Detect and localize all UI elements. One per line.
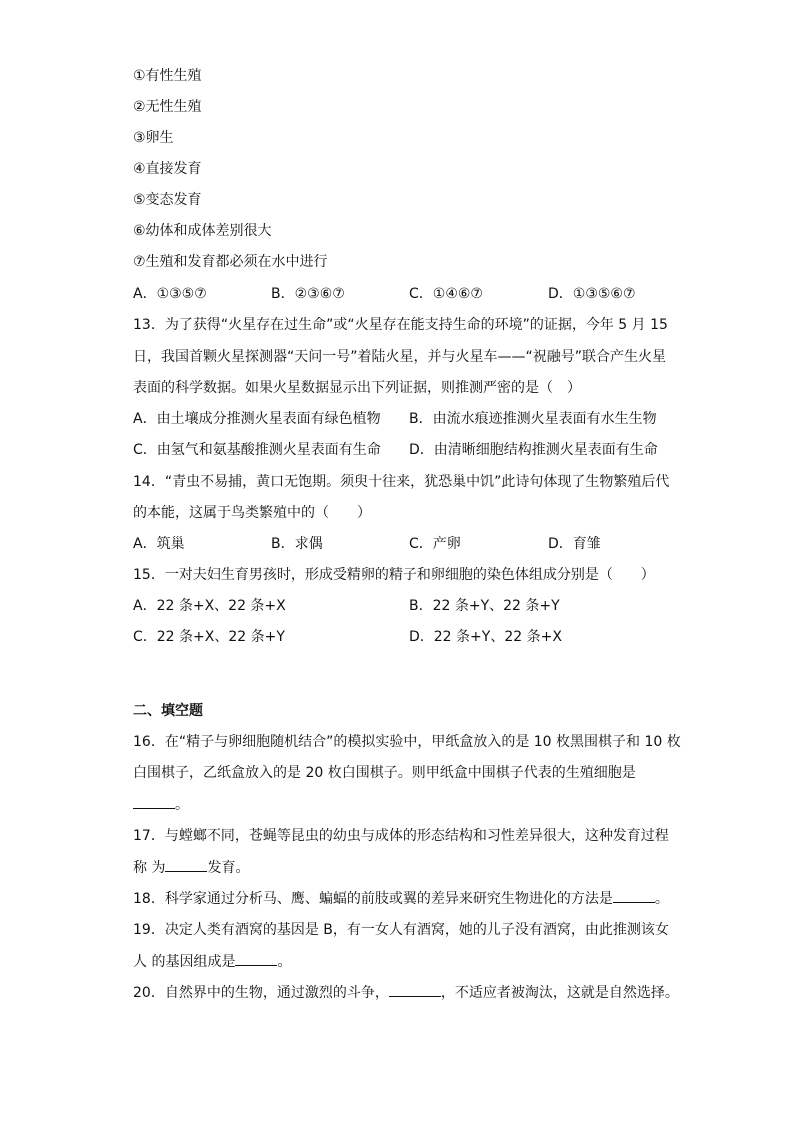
q16-answer-blank[interactable]: [133, 794, 175, 809]
q19-stem-line-1: 19．决定人类有酒窝的基因是 B，有一女人有酒窝，她的儿子没有酒窝，由此推测该女: [133, 922, 669, 938]
q16-stem-line-2: 白围棋子，乙纸盒放入的是 20 枚白围棋子。则甲纸盒中围棋子代表的生殖细胞是: [133, 765, 636, 781]
q13-stem-line-3: 表面的科学数据。如果火星数据显示出下列证据，则推测严密的是（ ）: [133, 380, 581, 396]
q17-stem-line-2: [133, 857, 663, 877]
q14-option-c: C．产卵: [409, 536, 461, 552]
q19-stem-line-2: [133, 951, 663, 971]
q17-stem-line-1: 17．与螳螂不同，苍蝇等昆虫的幼虫与成体的形态结构和习性差异很大，这种发育过程: [133, 828, 669, 844]
q17-post: 发育。: [207, 860, 250, 876]
q19-answer-blank[interactable]: [235, 951, 277, 966]
q20-stem: [133, 982, 679, 1002]
q17-pre: 称 为: [133, 860, 166, 876]
q18-answer-blank[interactable]: [613, 888, 655, 903]
q13-stem-line-2: 日，我国首颗火星探测器“天问一号”着陆火星，并与火星车——“祝融号”联合产生火星: [133, 349, 667, 365]
q12-item-6: ⑥幼体和成体差别很大: [133, 223, 272, 239]
q13-option-c: C．由氢气和氨基酸推测火星表面有生命: [133, 442, 381, 458]
q14-option-b: B．求偶: [271, 536, 323, 552]
q18-pre: 18．科学家通过分析马、鹰、蝙蝠的前肢或翼的差异来研究生物进化的方法是: [133, 891, 613, 907]
q19-pre: 人 的基因组成是: [133, 954, 236, 970]
q20-post: ，不适应者被淘汰，这就是自然选择。: [440, 985, 679, 1001]
q15-option-d: D．22 条+Y、22 条+X: [409, 629, 562, 645]
q16-stem-line-3: [133, 794, 663, 814]
q12-item-7: ⑦生殖和发育都必须在水中进行: [133, 254, 328, 270]
q16-end: 。: [175, 797, 189, 813]
q15-option-c: C．22 条+X、22 条+Y: [133, 629, 285, 645]
q15-option-b: B．22 条+Y、22 条+Y: [409, 598, 560, 614]
q13-option-d: D．由清晰细胞结构推测火星表面有生命: [409, 442, 658, 458]
q18-post: 。: [654, 891, 669, 907]
q19-post: 。: [277, 954, 292, 970]
q12-option-b: B．②③⑥⑦: [271, 286, 345, 302]
q12-item-4: ④直接发育: [133, 161, 202, 177]
q14-option-d: D．育雏: [548, 536, 601, 552]
q13-option-b: B．由流水痕迹推测火星表面有水生生物: [409, 411, 657, 427]
q13-stem-line-1: 13．为了获得“火星存在过生命”或“火星存在能支持生命的环境”的证据，今年 5 月 15: [133, 317, 668, 333]
q12-option-a: A．①③⑤⑦: [133, 286, 207, 302]
q15-option-a: A．22 条+X、22 条+X: [133, 598, 286, 614]
q17-answer-blank[interactable]: [165, 857, 207, 872]
q18-stem: [133, 888, 669, 908]
q12-item-2: ②无性生殖: [133, 99, 202, 115]
q12-item-5: ⑤变态发育: [133, 192, 202, 208]
q16-stem-line-1: 16．在“精子与卵细胞随机结合”的模拟实验中，甲纸盒放入的是 10 枚黑围棋子和 10 枚: [133, 734, 681, 750]
q12-option-d: D．①③⑤⑥⑦: [548, 286, 636, 302]
section-title-fill-in: 二、填空题: [133, 703, 203, 719]
q14-option-a: A．筑巢: [133, 536, 185, 552]
q20-answer-blank[interactable]: [389, 982, 441, 997]
q12-option-c: C．①④⑥⑦: [409, 286, 483, 302]
q12-item-1: ①有性生殖: [133, 68, 202, 84]
q20-pre: 20．自然界中的生物，通过激烈的斗争，: [133, 985, 389, 1001]
q14-stem-line-2: 的本能，这属于鸟类繁殖中的（ ）: [133, 505, 371, 521]
q14-stem-line-1: 14．“青虫不易捕，黄口无饱期。须臾十往来，犹恐巢中饥”此诗句体现了生物繁殖后代: [133, 474, 670, 490]
q15-stem: 15．一对夫妇生育男孩时，形成受精卵的精子和卵细胞的染色体组成分别是（ ）: [133, 567, 655, 583]
q12-item-3: ③卵生: [133, 130, 174, 146]
q13-option-a: A．由土壤成分推测火星表面有绿色植物: [133, 411, 381, 427]
